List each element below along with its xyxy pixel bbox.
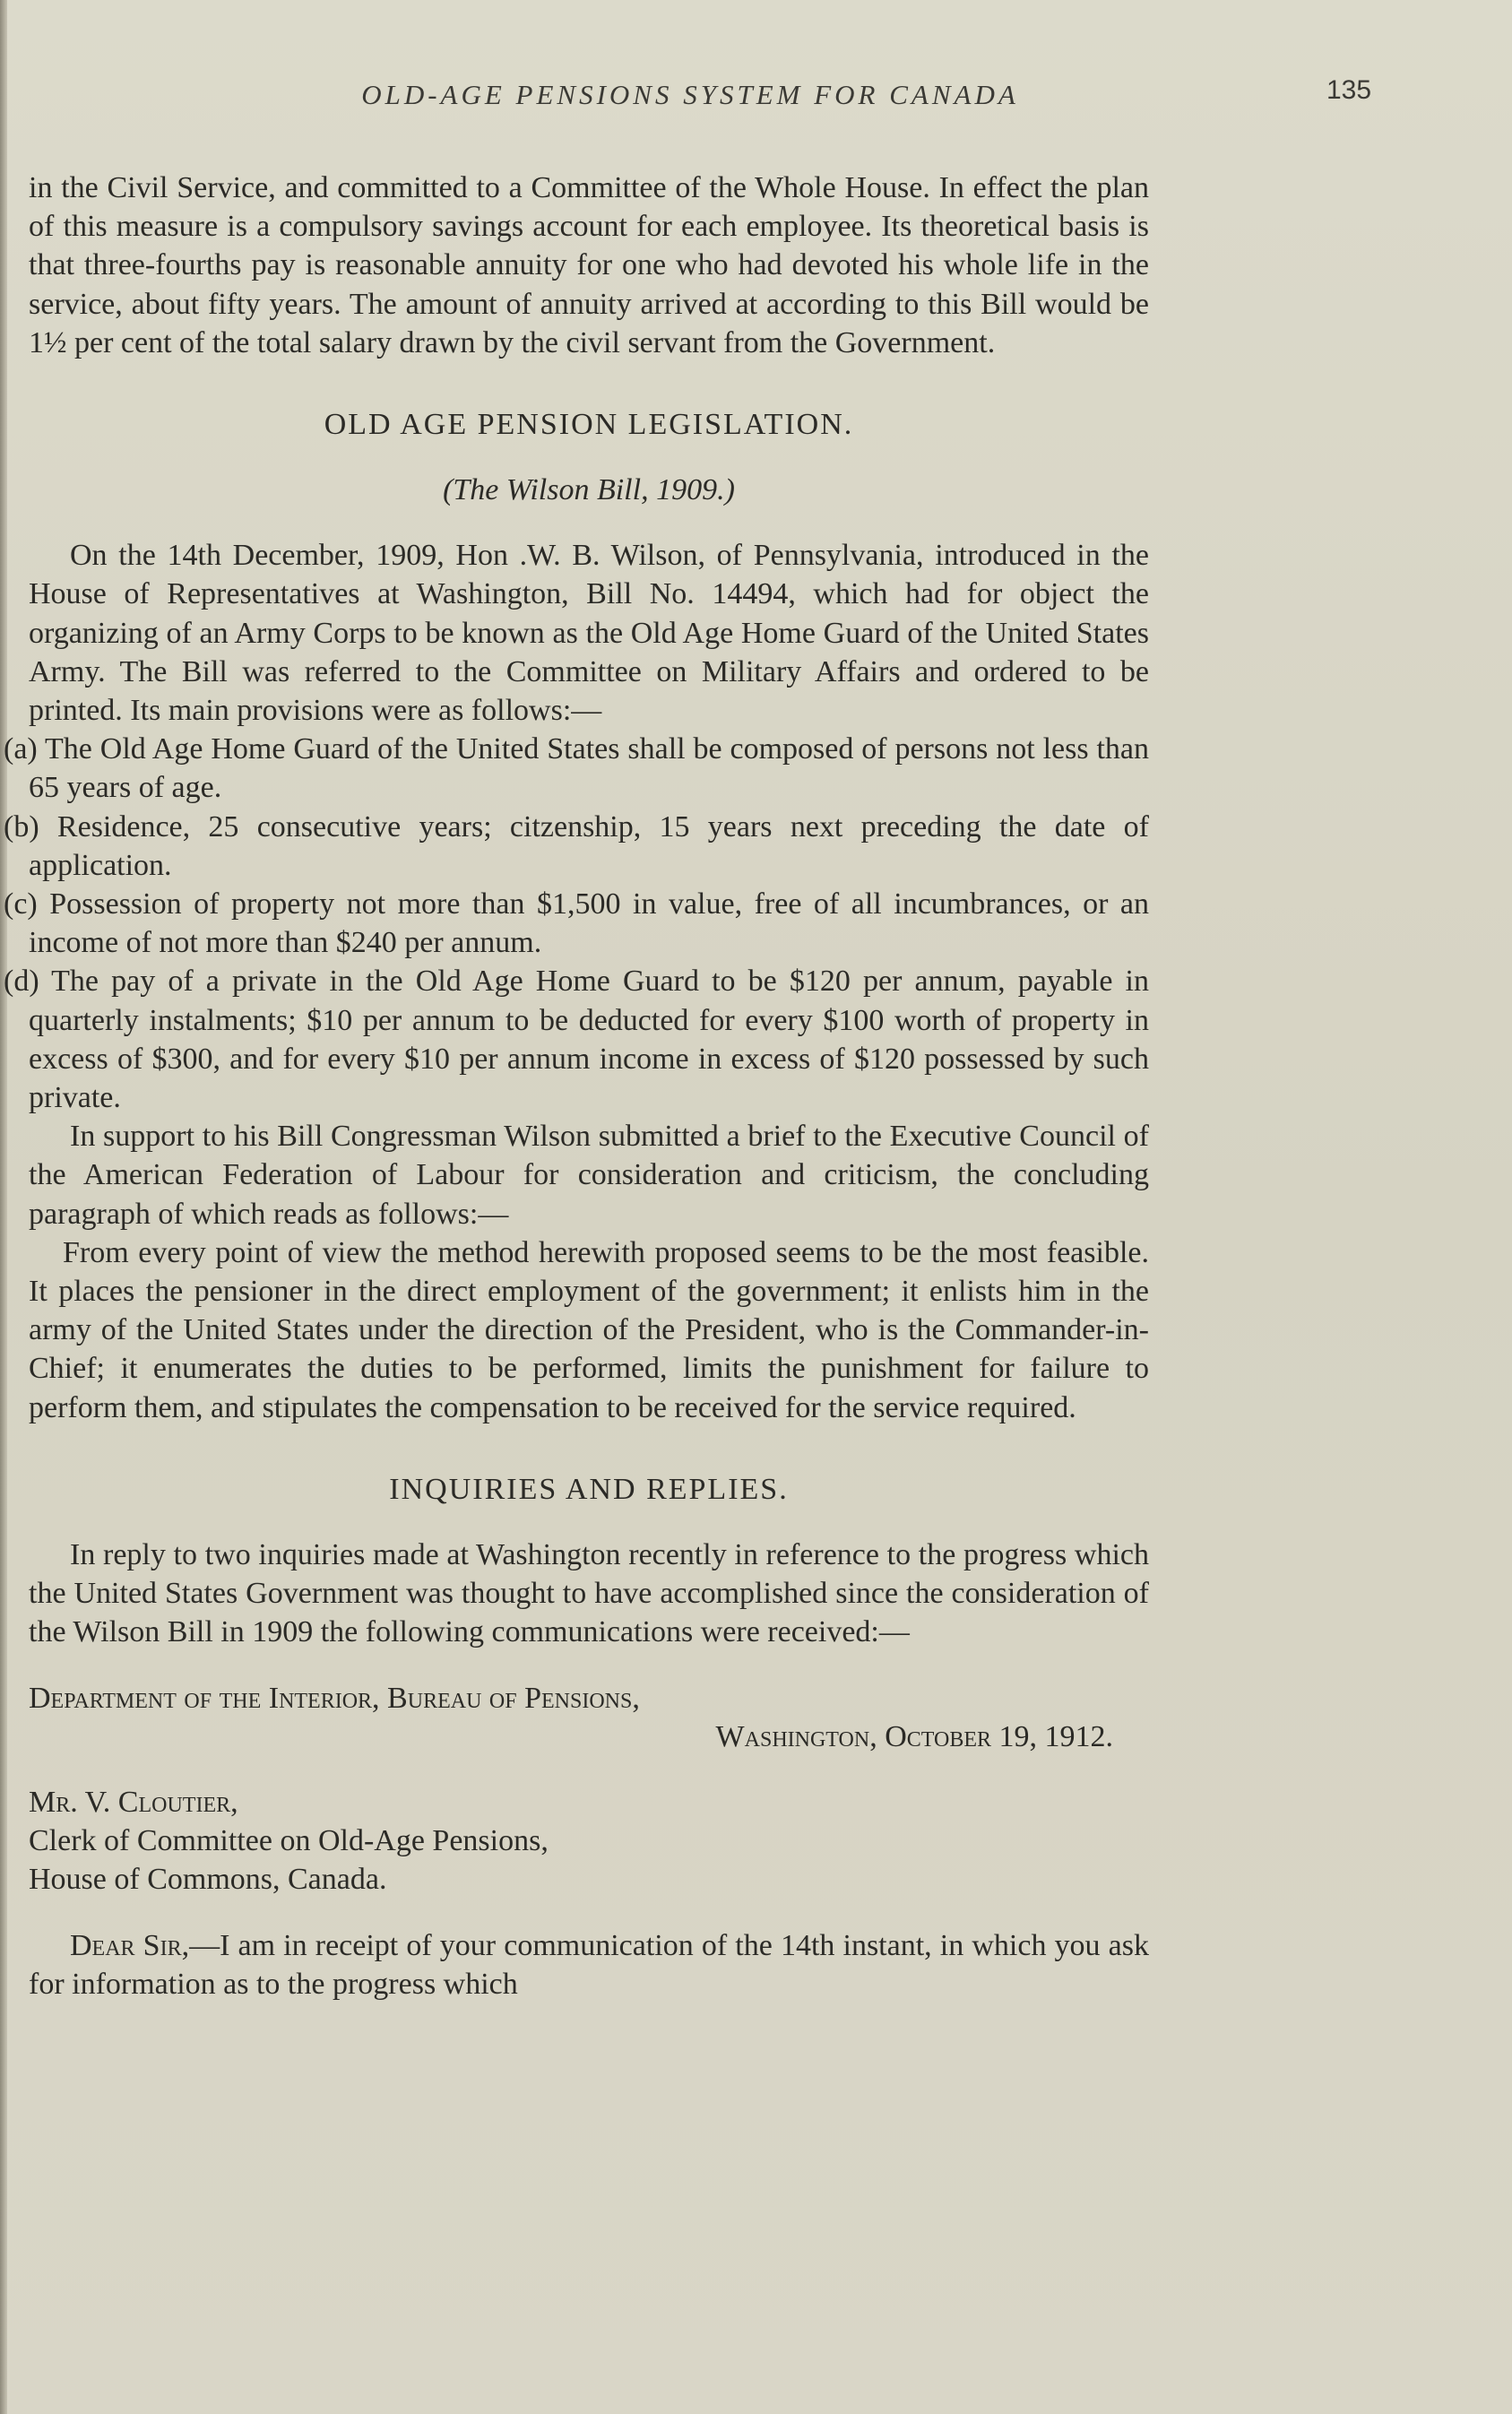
- letter-recipient-title: Clerk of Committee on Old-Age Pensions,: [29, 1824, 549, 1858]
- block-quote: From every point of view the method herewith proposed seems to be the most feasible. It places the pensioner in the direct employment of the government; it enlists him in the army of the United States under the direction of the President, who is the Commander-in-Chief; it enumerates the duties to be performed, limits the punishment for failure to perform them, and stipulates the compensation to be received for the service required.: [29, 1235, 1149, 1424]
- letter-sender: Department of the Interior, Bureau of Pensions,: [29, 1681, 640, 1715]
- letter-place-date: [29, 1717, 1149, 1756]
- letter-recipient-name: Mr. V. Cloutier,: [29, 1785, 238, 1819]
- letter-salutation: Dear Sir,: [70, 1928, 190, 1962]
- letter-recipient-place: House of Commons, Canada.: [29, 1863, 387, 1897]
- inquiries-intro-paragraph: In reply to two inquiries made at Washington recently in reference to the progress which the United States Government was thought to have accomplished since the consideration of the Wilson Bill in 1909 the following communications were received:—: [29, 1537, 1149, 1649]
- opening-paragraph: in the Civil Service, and committed to a Committee of the Whole House. In effect the plan of this measure is a compulsory savings account for each employee. Its theoretical basis is that three-fourths pay is reasonable annuity for one who had devoted his whole life in the service, about fifty years. The amount of annuity arrived at according to this Bill would be 1½ per cent of the total salary drawn by the civil servant from the Government.: [29, 171, 1149, 359]
- running-head: OLD-AGE PENSIONS SYSTEM FOR CANADA: [361, 79, 1019, 110]
- letter-place-date-text: Washington, October 19, 1912.: [715, 1719, 1113, 1753]
- letter-body: [29, 1926, 1149, 2003]
- page-body: [4, 169, 1149, 2003]
- bill-intro-paragraph: On the 14th December, 1909, Hon .W. B. Wilson, of Pennsylvania, introduced in the House of Representatives at Washington, Bill No. 14494, which had for object the organizing of an Army Corps to be known as the Old Age Home Guard of the United States Army. The Bill was referred to the Committee on Military Affairs and ordered to be printed. Its main provisions were as follows:—: [29, 539, 1149, 728]
- letter-body-start: —I am in receipt of your communication of the 14th instant, in which you ask for information as to the progress which: [29, 1928, 1149, 2001]
- section-subheading-wilson-bill: (The Wilson Bill, 1909.): [443, 473, 735, 507]
- support-paragraph: In support to his Bill Congressman Wilson submitted a brief to the Executive Council of the American Federation of Labour for consideration and criticism, the concluding paragraph of which reads as follows:—: [29, 1120, 1149, 1231]
- page-edge-shadow: [0, 0, 7, 2414]
- page-number: 135: [1326, 75, 1372, 105]
- provision-item-c: (c) Possession of property not more than $1,500 in value, free of all incumbrances, or an income of not more than $240 per annum.: [4, 887, 1149, 960]
- section-heading-legislation: OLD AGE PENSION LEGISLATION.: [324, 408, 854, 442]
- provision-item-b: (b) Residence, 25 consecutive years; citzenship, 15 years next preceding the date of application.: [4, 809, 1149, 882]
- provision-item-a: (a) The Old Age Home Guard of the United States shall be composed of persons not less than 65 years of age.: [4, 732, 1149, 805]
- provision-item-d: (d) The pay of a private in the Old Age Home Guard to be $120 per annum, payable in quarterly instalments; $10 per annum to be deducted for every $100 worth of property in excess of $300, and for every $10 per annum income in excess of $120 possessed by such private.: [4, 965, 1149, 1115]
- section-heading-inquiries: INQUIRIES AND REPLIES.: [389, 1472, 789, 1506]
